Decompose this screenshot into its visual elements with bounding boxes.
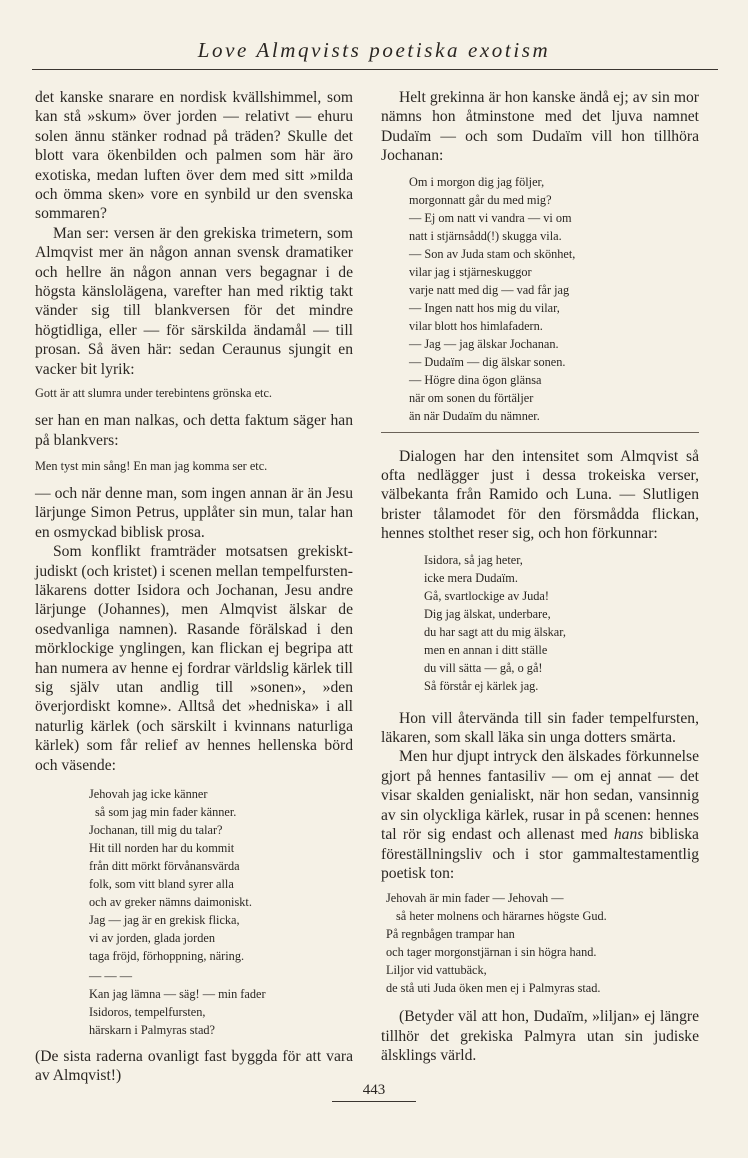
paragraph: — och när denne man, som ingen annan är än Jesu lärjunge Simon Petrus, upplåter sin mun, talar han en osmyckad biblisk prosa. (35, 484, 353, 541)
block-quote: Men tyst min sång! En man jag komma ser etc. (35, 458, 268, 473)
poem-line: Liljor vid vattubäck, (386, 963, 487, 978)
poem-line: de stå uti Juda öken men ej i Palmyras stad. (386, 981, 601, 996)
paragraph: ser han en man nalkas, och detta faktum säger han på blankvers: (35, 412, 353, 449)
poem-line: — Ej om natt vi vandra — vi om (409, 210, 572, 225)
poem-line: Kan jag lämna — säg! — min fader (89, 987, 266, 1001)
paragraph: Som konflikt framträder motsatsen grekiskt-judiskt (och kristet) i scenen mellan tempelfursten-läkarens dotter Isidora och Jochanan, Jesu andre lärjunge (Johannes), men Almqvist älskar de osedvanliga namnen). Rasande förälskad i den mörklockige ynglingen, kan flickan ej begripa att han numera av henne ej fordrar världslig kärlek till sig själv utan andlig till »sonen», »den överjordiskt komne». Alltså det »hedniska» i all naturlig kärlek (och särskilt i kvinnans naturliga kärlek) som får relief av hennes hellenska börd och väsende: (35, 543, 353, 774)
poem-line: Isidoros, tempelfursten, (89, 1005, 206, 1019)
poem-rule (381, 432, 699, 433)
poem-line: — Högre dina ögon glänsa (409, 372, 542, 387)
poem-line: — Dudaïm — dig älskar sonen. (409, 354, 566, 369)
poem-line: varje natt med dig — vad får jag (409, 282, 570, 297)
poem (89, 785, 353, 1039)
paragraph: (Betyder väl att hon, Dudaïm, »liljan» ej längre tillhör det grekiska Palmyra utan sin judiske älsklings värld. (381, 1008, 699, 1065)
poem-line: vilar blott hos himlafadern. (409, 318, 543, 333)
poem-line: Jehovah är min fader — Jehovah — (386, 891, 564, 906)
paragraph (381, 747, 699, 883)
poem-line: icke mera Dudaïm. (424, 570, 518, 585)
page-number: 443 (362, 1082, 386, 1098)
header-rule (32, 69, 718, 70)
poem-line: Jehovah jag icke känner (89, 787, 208, 801)
poem-line: — Son av Juda stam och skönhet, (409, 246, 576, 261)
poem-line: vilar jag i stjärneskuggor (409, 264, 532, 279)
poem-separator: — — — (89, 969, 133, 983)
poem-line: Jag — jag är en grekisk flicka, (89, 913, 240, 927)
poem-line: folk, som vitt bland syrer alla (89, 877, 234, 891)
poem-line: från ditt mörkt förvånansvärda (89, 859, 240, 873)
running-header: Love Almqvists poetiska exotism (197, 38, 551, 62)
poem-line: när om sonen du förtäljer (409, 390, 534, 405)
footer-rule (332, 1101, 416, 1102)
block-quote: Gott är att slumra under terebintens grönska etc. (35, 386, 272, 401)
poem-line: På regnbågen trampar han (386, 927, 515, 942)
paragraph-text: Men hur djupt intryck den älskades förkunnelse gjort på hennes fantasiliv — om ej annat — det visar skalden genialiskt, när hon sedan, vansinnig av sin olyckliga kärlek, rusar in på scenen: hennes tal rör sig endast och allenast med (381, 748, 699, 844)
poem-line: du har sagt att du mig älskar, (424, 624, 566, 639)
poem-line: vi av jorden, glada jorden (89, 931, 216, 945)
paragraph: det kanske snarare en nordisk kvällshimmel, som kan stå »skum» över jorden — relativt — ehuru solen ännu stänker rodnad på träden? Skulle det blott vara ökenbilden och palmen som här äro exotiska, medan luften över dem med sitt »milda och ömma sken» vore en synbild ur den svenska sommaren? (35, 89, 353, 223)
poem-line: Gå, svartlockige av Juda! (424, 588, 549, 603)
poem-line: Om i morgon dig jag följer, (409, 174, 545, 189)
poem-line: så heter molnens och härarnes högste Gud. (396, 909, 607, 924)
poem-line: morgonnatt går du med mig? (409, 192, 552, 207)
poem-line: du vill sätta — gå, o gå! (424, 660, 543, 675)
emphasis-text: hans (613, 826, 644, 844)
poem-line: härskarn i Palmyras stad? (89, 1023, 216, 1037)
left-column (35, 88, 353, 1086)
poem-line: natt i stjärnsådd(!) skugga vila. (409, 228, 562, 243)
right-column (381, 88, 699, 1066)
poem-line: Så förstår ej kärlek jag. (424, 678, 539, 693)
poem (386, 889, 699, 997)
paragraph: Dialogen har den intensitet som Almqvist så ofta nedlägger just i dessa trokeiska verser, välbekanta från Ramido och Luna. — Slutligen brister tålamodet för den försmådda flickan, hennes stolthet reser sig, och hon förkunnar: (381, 447, 699, 543)
poem-line: Dig jag älskat, underbare, (424, 606, 551, 621)
poem-line: än när Dudaïm du nämner. (409, 408, 540, 423)
paragraph: Man ser: versen är den grekiska trimetern, som Almqvist mer än någon annan svensk dramatiker och hellre än någon annan vers begagnar i de högsta känslolägena, varefter han med riktig takt vänder sig till blankversen för det mindre högtidliga, eller — för särskilda ändamål — till prosan. Så även här: sedan Ceraunus sjungit en vacker bit lyrik: (35, 224, 353, 378)
paragraph: (De sista raderna ovanligt fast byggda för att vara av Almqvist!) (35, 1048, 353, 1085)
poem-line: och tager morgonstjärnan i sin högra hand. (386, 945, 597, 960)
paragraph-text: bibliska föreställningsliv och i stor gammaltestamentlig poetisk ton: (381, 826, 699, 882)
paragraph: Hon vill återvända till sin fader tempelfursten, läkaren, som skall läka sin unga dotters smärta. (381, 709, 699, 747)
poem-line: taga fröjd, förhoppning, näring. (89, 949, 245, 963)
poem-line: — Ingen natt hos mig du vilar, (409, 300, 560, 315)
poem-line: Jochanan, till mig du talar? (89, 823, 223, 837)
poem (424, 551, 699, 695)
poem (409, 173, 699, 425)
poem-line: Hit till norden har du kommit (89, 841, 235, 855)
poem-line: men en annan i ditt ställe (424, 642, 548, 657)
poem-line: — Jag — jag älskar Jochanan. (409, 336, 559, 351)
poem-line: och av greker nämns daimoniskt. (89, 895, 252, 909)
paragraph: Helt grekinna är hon kanske ändå ej; av sin mor nämns hon åtminstone med det ljuva namnet Dudaïm — och som Dudaïm vill hon tillhöra Jochanan: (381, 89, 699, 165)
poem-line: Isidora, så jag heter, (424, 552, 523, 567)
poem-line: så som jag min fader känner. (95, 805, 237, 819)
